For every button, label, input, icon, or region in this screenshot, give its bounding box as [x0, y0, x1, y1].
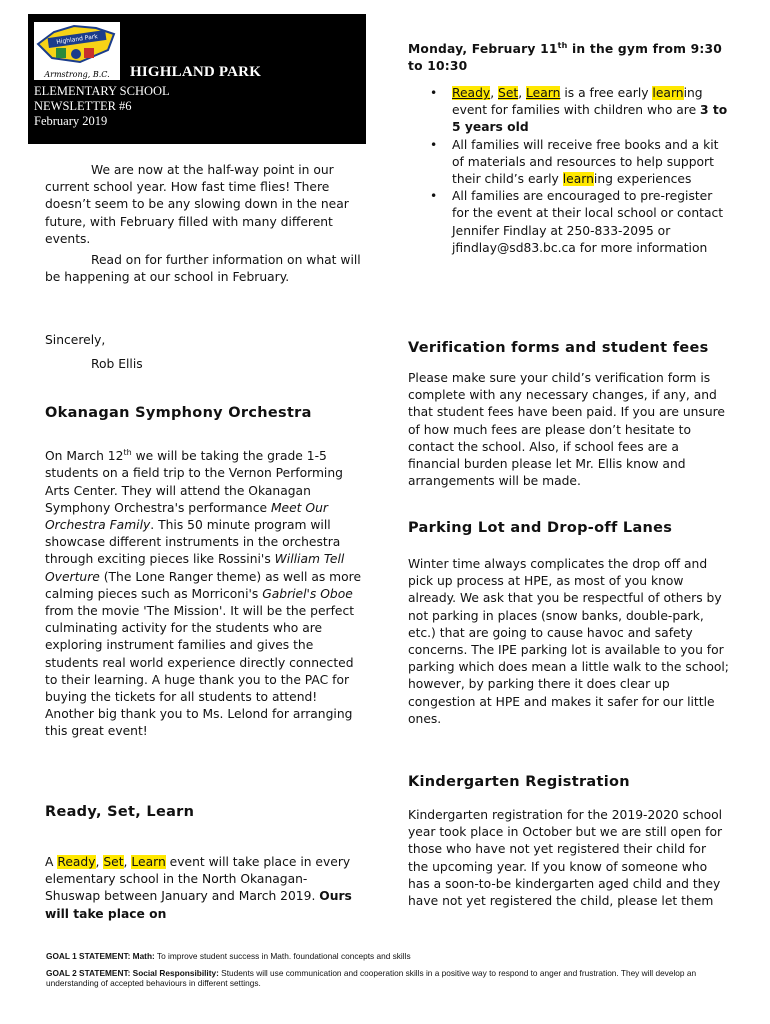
- rsl-date-b: in the gym from 9:30 to 10:30: [408, 42, 722, 74]
- logo-caption: Armstrong, B.C.: [44, 70, 110, 79]
- rsl-learn-highlight: Learn: [131, 855, 166, 869]
- logo-text: Highland Park: [55, 33, 99, 46]
- symphony-sup: th: [123, 448, 132, 457]
- symphony-title-1: Meet Our Orchestra Family: [45, 500, 328, 532]
- goal-2-text: Students will use communication and cooperation skills in a positive way to respond to anger and frustration. They will develop an understanding of accepted behaviours in different settings.: [46, 968, 697, 988]
- rsl-date-a: Monday, February 11: [408, 42, 558, 57]
- verification-paragraph: Please make sure your child’s verification form is complete with any necessary changes, if any, and that student fees have been paid. If you are unsure of how much fees are please don’t hesitate to contact the school. Also, if school fees are a financial burden please let Mr. Ellis know and arrangements will be made.: [408, 371, 725, 489]
- newsletter-date: February 2019: [34, 114, 108, 128]
- rsl-comma-2: ,: [123, 855, 132, 869]
- symphony-text-3: . This 50 minute program will showcase different instruments in the orchestra through exciting pieces like Rossini's: [45, 517, 341, 567]
- school-logo-graphic: [34, 22, 120, 72]
- goal-2-statement: [46, 968, 726, 988]
- bullet1-age: 3 to 5 years old: [452, 103, 728, 135]
- symphony-title-3: Gabriel's Oboe: [262, 586, 353, 601]
- rsl-set-highlight: Set: [103, 855, 124, 869]
- rsl-bullet-3: [430, 188, 730, 257]
- bullet1-comma-2: ,: [518, 86, 527, 100]
- symphony-paragraph: [45, 444, 367, 741]
- verification-heading: Verification forms and student fees: [408, 340, 709, 356]
- goal-1-label: GOAL 1 STATEMENT: Math:: [46, 951, 155, 961]
- intro-paragraph-1: We are now at the half-way point in our current school year. How fast time flies! There doesn’t seem to be any slowing down in the near future, with February filled with many different events.: [45, 163, 349, 246]
- rsl-bullet-list: [430, 85, 730, 257]
- rsl-bullet-2: [430, 137, 730, 189]
- school-name: HIGHLAND PARK: [130, 64, 262, 80]
- symphony-text-4: (The Lone Ranger theme) as well as more calming pieces such as Morriconi's: [45, 569, 362, 601]
- kindergarten-paragraph: Kindergarten registration for the 2019-2020 school year took place in October but we are still open for those who have not yet registered their child for the upcoming year. If you know of someone who has a soon-to-be kindergarten aged child and they have not yet registered the child, please let them: [408, 808, 723, 909]
- symphony-heading: Okanagan Symphony Orchestra: [45, 405, 312, 421]
- bullet1-text-a: is a free early: [560, 86, 653, 100]
- kindergarten-heading: Kindergarten Registration: [408, 774, 630, 790]
- parking-paragraph: Winter time always complicates the drop off and pick up process at HPE, as most of you know already. We ask that you be respectful of others by not parking in places (snow banks, double-park, etc.) that are going to cause havoc and safety concerns. The IPE parking lot is available to you for parking which does mean a little walk to the school; however, by parking there it does clear up congestion at HPE and makes it safer for our little ones.: [408, 557, 729, 726]
- rsl-paragraph: [45, 854, 357, 923]
- signer-name: Rob Ellis: [91, 357, 143, 371]
- bullet2-text-b: ing experiences: [593, 172, 692, 187]
- bullet1-set: Set: [498, 86, 519, 100]
- sign-off: Sincerely,: [45, 333, 106, 347]
- goal-1-statement: [46, 951, 726, 961]
- bullet1-text-b: ing event for families with children who are: [452, 86, 703, 118]
- rsl-heading: Ready, Set, Learn: [45, 804, 195, 820]
- bullet1-comma-1: ,: [490, 86, 499, 100]
- symphony-text-1: On March 12: [45, 449, 124, 464]
- rsl-text-b: event will take place in every elementary school in the North Okanagan-Shuswap between January and March 2019.: [45, 855, 351, 904]
- header-subtitle: ELEMENTARY SCHOOL: [34, 84, 170, 98]
- bullet2-learn: learn: [562, 172, 594, 187]
- symphony-title-2: William Tell Overture: [45, 552, 345, 584]
- parking-heading: Parking Lot and Drop-off Lanes: [408, 520, 673, 536]
- rsl-comma-1: ,: [95, 855, 104, 869]
- bullet1-learn: Learn: [526, 86, 561, 100]
- rsl-bold-text: Ours will take place on: [45, 889, 352, 921]
- symphony-text-5: from the movie 'The Mission'. It will be the perfect culminating activity for the students who are exploring instrument families and gives the students real world experience directly connected to their learning. A huge thank you to the PAC for buying the tickets for all students to attend! Another big thank you to Ms. Lelond for arranging this great event!: [45, 603, 355, 739]
- newsletter-number: NEWSLETTER #6: [34, 99, 132, 113]
- rsl-text-a: A: [45, 855, 58, 869]
- bullet1-learn-2: learn: [652, 86, 684, 100]
- rsl-ready-highlight: Ready: [57, 855, 96, 869]
- rsl-date: [408, 37, 728, 76]
- intro-paragraph-2: Read on for further information on what will be happening at our school in February.: [45, 253, 361, 285]
- goal-2-label: GOAL 2 STATEMENT: Social Responsibility:: [46, 968, 219, 978]
- goal-1-text: To improve student success in Math. foundational concepts and skills: [154, 951, 411, 961]
- rsl-bullet-1: [430, 85, 730, 137]
- bullet3-text: All families are encouraged to pre-register for the event at their local school or contact Jennifer Findlay at 250-833-2095 or jfindlay@sd83.bc.ca for more information: [452, 189, 724, 255]
- bullet1-ready: Ready: [452, 86, 491, 100]
- bullet2-text-a: All families will receive free books and a kit of materials and resources to help support their child’s early: [452, 137, 719, 187]
- rsl-date-sup: th: [557, 41, 568, 50]
- symphony-text-2: we will be taking the grade 1-5 students on a field trip to the Vernon Performing Arts Center. They will attend the Okanagan Symphony Orchestra's performance: [45, 449, 343, 515]
